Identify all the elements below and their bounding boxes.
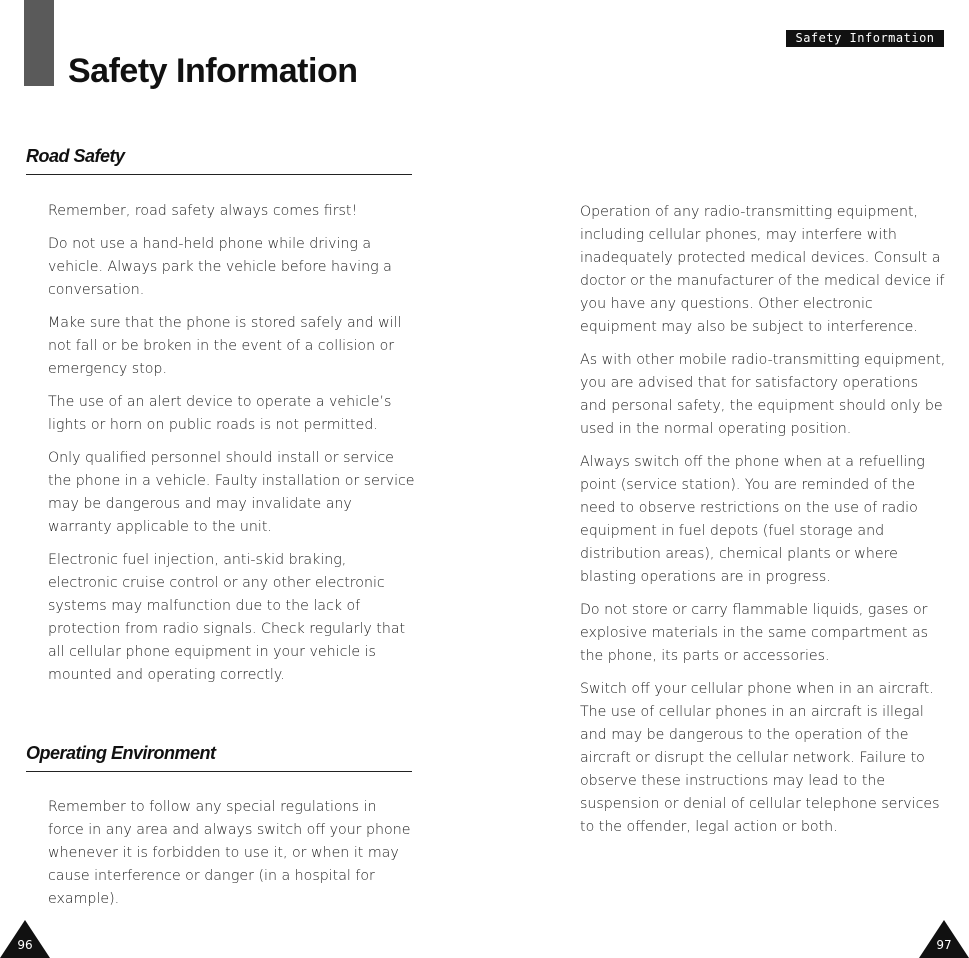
paragraph: Electronic fuel injection, anti-skid braking, electronic cruise control or any other electronic systems may malfunction due to the lack of protection from radio signals. Check regularly that all cellular phone equipment in your vehicle is mounted and operating correctly. (48, 552, 406, 683)
paragraph: Always switch off the phone when at a refuelling point (service station). You are reminded of the need to observe restrictions on the use of radio equipment in fuel depots (fuel storage and distribution areas), chemical plants or where blasting operations are in progress. (580, 454, 925, 585)
paragraph: Only qualified personnel should install or service the phone in a vehicle. Faulty installation or service may be dangerous and may invalidate any warranty applicable to the unit. (48, 450, 415, 535)
paragraph: Remember to follow any special regulations in force in any area and always switch off your phone whenever it is forbidden to use it, or when it may cause interference or danger (in a hospital for example). (48, 799, 411, 907)
paragraph: Switch off your cellular phone when in an aircraft. The use of cellular phones in an aircraft is illegal and may be dangerous to the operation of the aircraft or disrupt the cellular network. Failure to observe these instructions may lead to the suspension or denial of cellular telephone services to the offender, legal action or both. (580, 681, 940, 835)
paragraph: Remember, road safety always comes first! (48, 203, 358, 219)
paragraph: The use of an alert device to operate a vehicle’s lights or horn on public roads is not permitted. (48, 394, 392, 433)
road-safety-heading: Road Safety (26, 146, 412, 175)
page-title: Safety Information (68, 52, 358, 90)
title-accent-bar (24, 0, 54, 86)
right-page-number: 97 (936, 938, 952, 952)
operating-environment-body (48, 796, 416, 921)
running-header-tag: Safety Information (786, 30, 944, 47)
paragraph: Do not store or carry flammable liquids, gases or explosive materials in the same compartment as the phone, its parts or accessories. (580, 602, 929, 664)
road-safety-body (48, 200, 416, 697)
left-page-number: 96 (17, 938, 33, 952)
paragraph: Operation of any radio-transmitting equipment, including cellular phones, may interfere with inadequately protected medical devices. Consult a doctor or the manufacturer of the medical device if you have any questions. Other electronic equipment may also be subject to interference. (580, 204, 945, 335)
right-column-body (580, 201, 946, 849)
operating-environment-heading: Operating Environment (26, 743, 412, 772)
paragraph: Make sure that the phone is stored safely and will not fall or be broken in the event of a collision or emergency stop. (48, 315, 402, 377)
paragraph: Do not use a hand-held phone while driving a vehicle. Always park the vehicle before having a conversation. (48, 236, 392, 298)
paragraph: As with other mobile radio-transmitting equipment, you are advised that for satisfactory operations and personal safety, the equipment should only be used in the normal operating position. (580, 352, 946, 437)
